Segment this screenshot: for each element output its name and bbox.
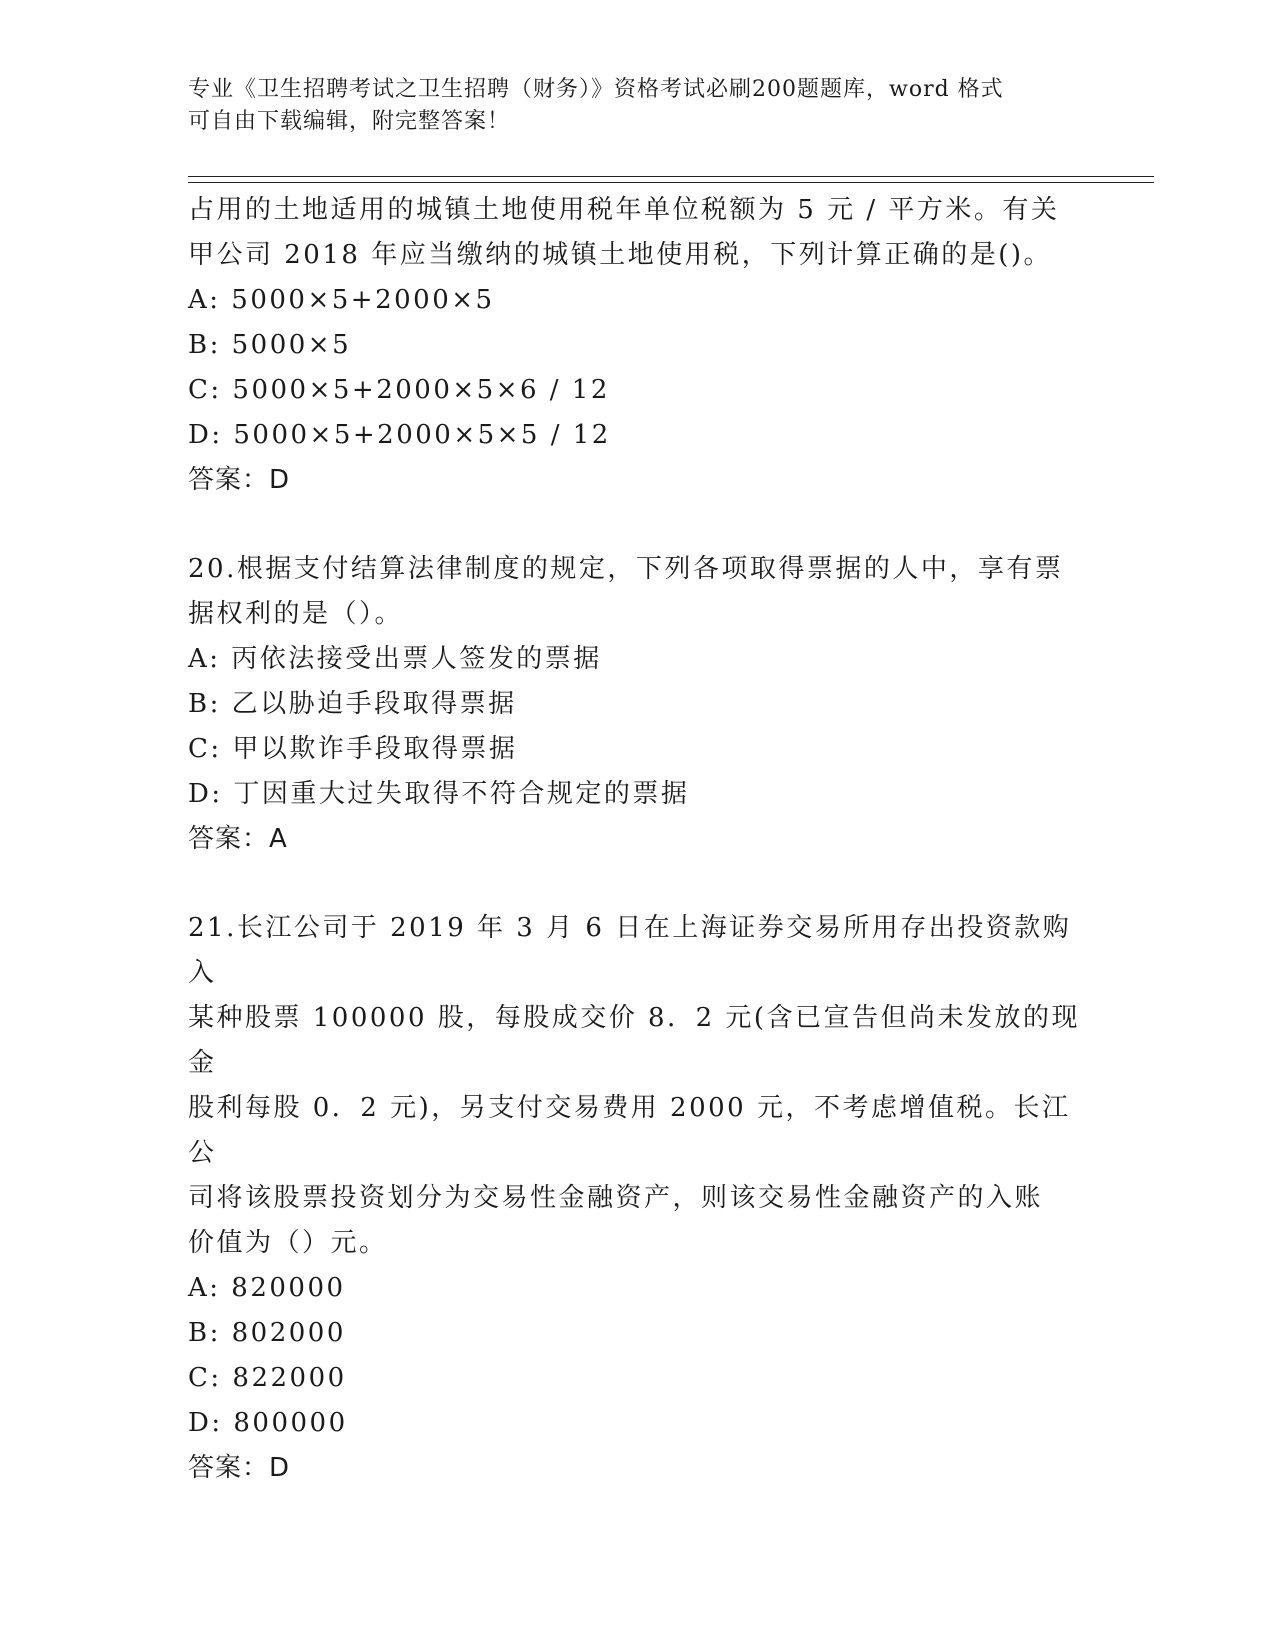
question-20: [188, 547, 1088, 862]
question-stem-line: 据权利的是（）。: [188, 599, 404, 629]
document-header: [188, 74, 1088, 138]
question-21: [188, 906, 1088, 1491]
option-d: D: 800000: [188, 1408, 348, 1438]
question-stem-line: 价值为（）元。: [188, 1228, 388, 1258]
question-stem-line: 21.长江公司于 2019 年 3 月 6 日在上海证券交易所用存出投资款购入: [188, 913, 1072, 988]
header-divider-top: [188, 176, 1154, 177]
option-a: A: 丙依法接受出票人签发的票据: [188, 644, 602, 674]
answer-line: 答案：D: [188, 1453, 291, 1483]
option-d: D: 5000×5+2000×5×5 / 12: [188, 420, 611, 450]
option-d: D: 丁因重大过失取得不符合规定的票据: [188, 779, 690, 809]
question-stem-line: 某种股票 100000 股，每股成交价 8．2 元(含已宣告但尚未发放的现金: [188, 1003, 1081, 1078]
option-b: B: 802000: [188, 1318, 346, 1348]
spacer: [188, 862, 1088, 906]
question-stem-line: 司将该股票投资划分为交易性金融资产，则该交易性金融资产的入账: [188, 1183, 1044, 1213]
option-b: B: 乙以胁迫手段取得票据: [188, 689, 517, 719]
document-body: [188, 188, 1088, 1491]
question-stem-line: 甲公司 2018 年应当缴纳的城镇土地使用税，下列计算正确的是()。: [188, 240, 1052, 270]
option-b: B: 5000×5: [188, 330, 352, 360]
question-stem-line: 股利每股 0．2 元)，另支付交易费用 2000 元，不考虑增值税。长江公: [188, 1093, 1071, 1168]
option-a: A: 820000: [188, 1273, 346, 1303]
option-c: C: 甲以欺诈手段取得票据: [188, 734, 518, 764]
header-divider-bottom: [188, 182, 1154, 183]
option-a: A: 5000×5+2000×5: [188, 285, 495, 315]
answer-line: 答案：D: [188, 465, 291, 495]
option-c: C: 822000: [188, 1363, 347, 1393]
option-c: C: 5000×5+2000×5×6 / 12: [188, 375, 610, 405]
question-19: [188, 188, 1088, 503]
header-line-2: 可自由下载编辑，附完整答案！: [188, 109, 511, 134]
question-stem-line: 占用的土地适用的城镇土地使用税年单位税额为 5 元 / 平方米。有关: [188, 195, 1060, 225]
header-line-1: 专业《卫生招聘考试之卫生招聘（财务）》资格考试必刷200题题库，word 格式: [188, 77, 1004, 102]
question-stem-line: 20.根据支付结算法律制度的规定，下列各项取得票据的人中，享有票: [188, 554, 1064, 584]
spacer: [188, 503, 1088, 547]
answer-line: 答案：A: [188, 824, 288, 854]
